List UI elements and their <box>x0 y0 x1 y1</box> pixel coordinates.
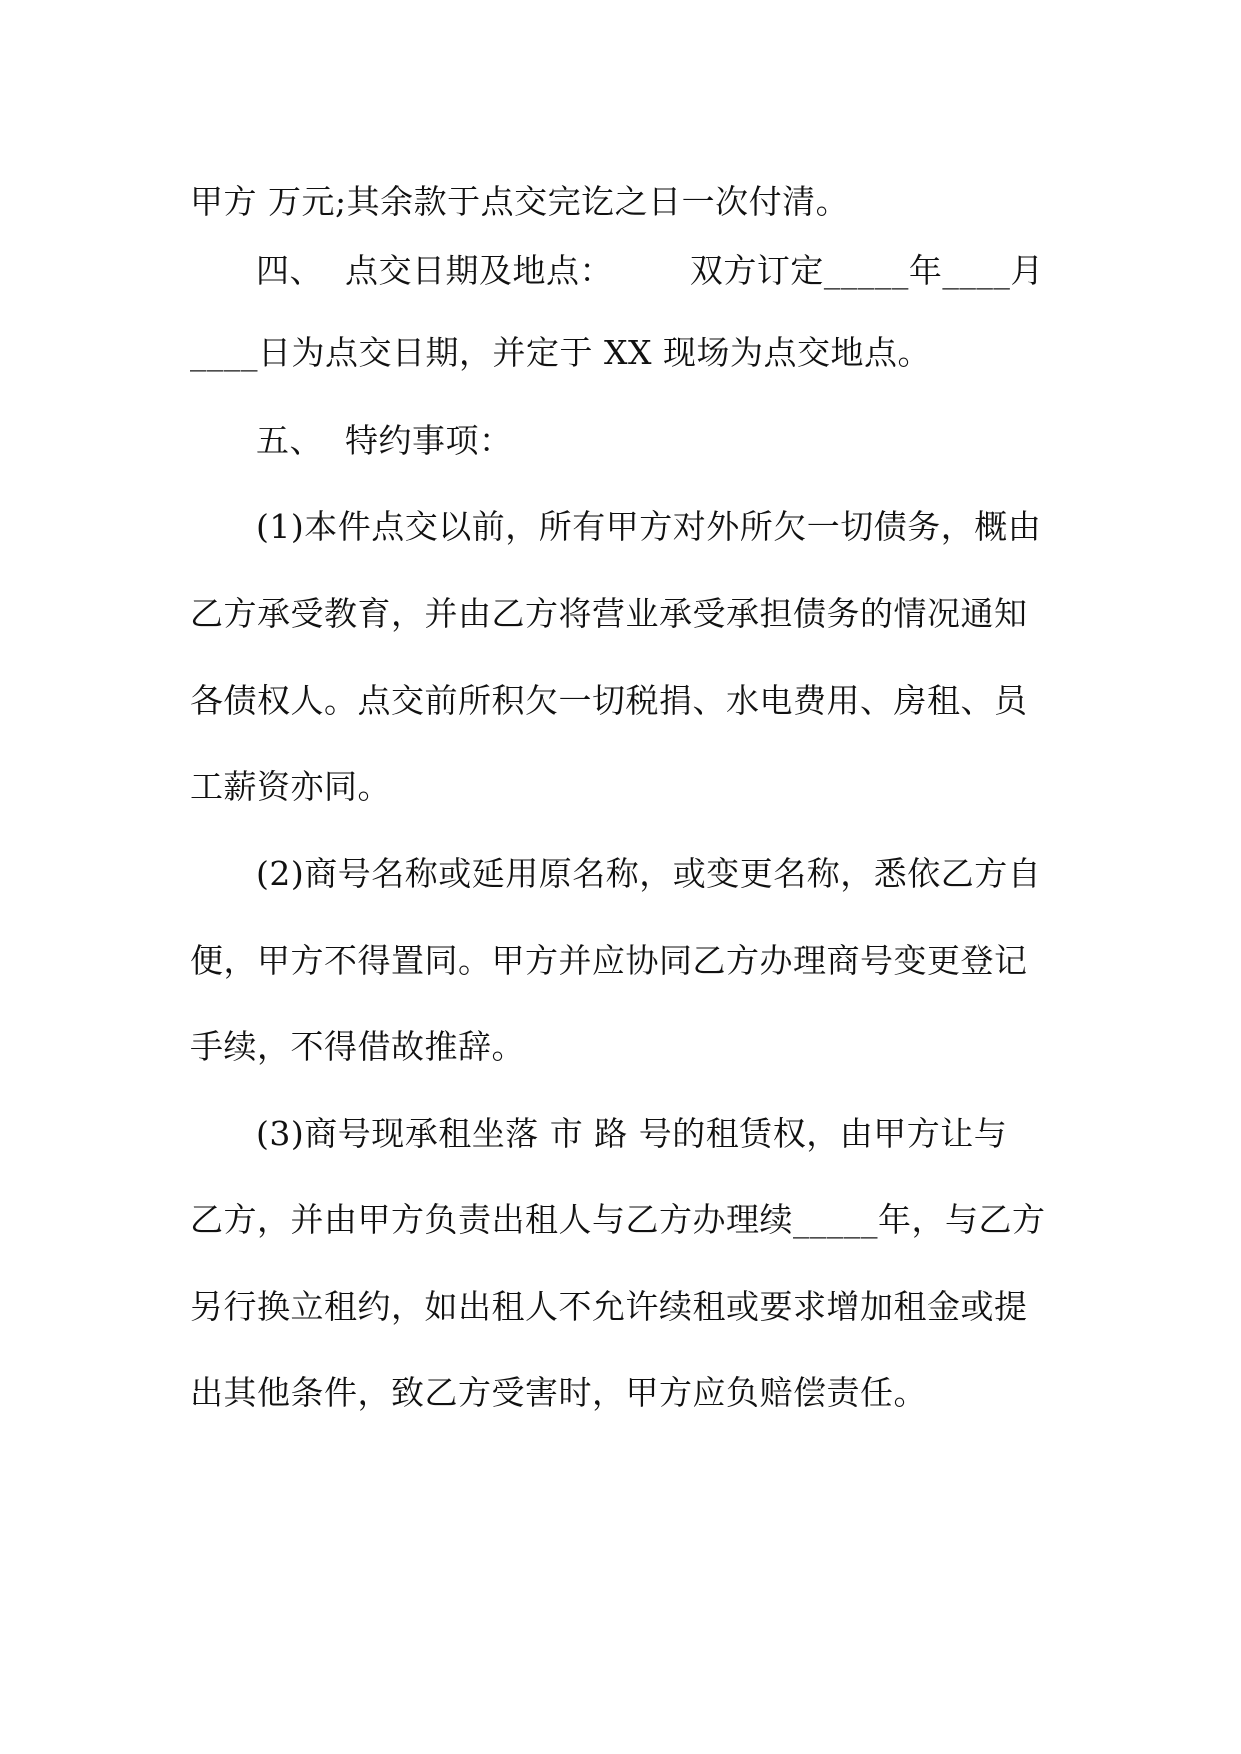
paragraph-line: (2)商号名称或延用原名称，或变更名称，悉依乙方自 <box>256 854 1042 893</box>
paragraph-line: 便，甲方不得置同。甲方并应协同乙方办理商号变更登记 <box>190 941 1028 980</box>
section-heading-line: 五、 特约事项： <box>256 421 513 460</box>
paragraph-line: 另行换立租约，如出租人不允许续租或要求增加租金或提 <box>190 1287 1028 1326</box>
paragraph-line: (3)商号现承租坐落 市 路 号的租赁权，由甲方让与 <box>256 1114 1008 1153</box>
paragraph-line: (1)本件点交以前，所有甲方对外所欠一切债务，概由 <box>256 507 1042 546</box>
paragraph-line: 乙方，并由甲方负责出租人与乙方办理续_____年，与乙方 <box>190 1200 1046 1239</box>
paragraph-line: 各债权人。点交前所积欠一切税捐、水电费用、房租、员 <box>190 681 1028 720</box>
paragraph-line: 手续，不得借故推辞。 <box>190 1027 525 1066</box>
paragraph-line: 出其他条件，致乙方受害时，甲方应负赔偿责任。 <box>190 1373 927 1412</box>
paragraph-line: ____日为点交日期，并定于 XX 现场为点交地点。 <box>190 333 931 372</box>
paragraph-line: 工薪资亦同。 <box>190 767 391 806</box>
paragraph-line: 乙方承受教育，并由乙方将营业承受承担债务的情况通知 <box>190 594 1028 633</box>
paragraph-line: 甲方 万元;其余款于点交完讫之日一次付清。 <box>190 182 850 221</box>
section-heading-line: 四、 点交日期及地点： 双方订定_____年____月 <box>256 251 1044 290</box>
